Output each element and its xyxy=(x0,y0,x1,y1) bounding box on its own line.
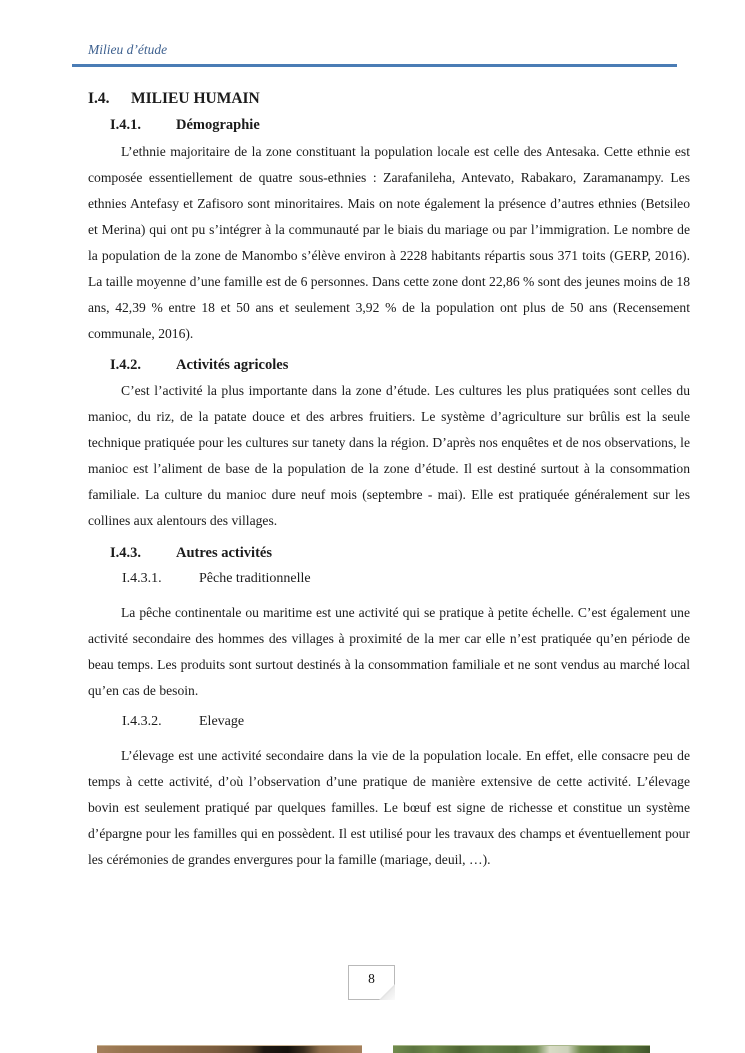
next-page-photo-strip-right xyxy=(393,1045,650,1053)
header-rule-divider xyxy=(72,64,677,67)
heading-autres-activites xyxy=(110,544,690,562)
paragraph-peche-traditionnelle: La pêche continentale ou maritime est une activité qui se pratique à petite échelle. C’est également une activité secondaire des hommes des villages à proximité de la mer car elle n’est pratiquée qu’en période de beau temps. Les produits sont surtout destinés à la consommation familiale et ne sont vendus au marché local qu’en cas de besoin. xyxy=(88,605,690,699)
heading-milieu-humain xyxy=(88,89,690,108)
heading-elevage xyxy=(122,713,690,731)
heading-number: I.4.3.2. xyxy=(122,714,162,730)
running-header-title: Milieu d’étude xyxy=(88,42,168,57)
document-body xyxy=(88,86,690,873)
heading-number: I.4.3.1. xyxy=(122,570,162,586)
heading-title: Démographie xyxy=(176,117,260,134)
heading-title: Pêche traditionnelle xyxy=(199,570,311,586)
page-number: 8 xyxy=(368,971,375,986)
heading-title: Autres activités xyxy=(176,544,272,561)
next-page-photo-strip-left xyxy=(97,1045,362,1053)
heading-number: I.4. xyxy=(88,90,110,107)
heading-peche-traditionnelle xyxy=(122,570,690,588)
heading-number: I.4.1. xyxy=(110,117,142,134)
heading-demographie xyxy=(110,116,690,134)
page-number-box xyxy=(348,965,395,1000)
heading-title: Activités agricoles xyxy=(176,356,289,373)
heading-title: MILIEU HUMAIN xyxy=(131,90,260,107)
heading-title: Elevage xyxy=(199,714,245,730)
paragraph-activites-agricoles: C’est l’activité la plus importante dans la zone d’étude. Les cultures les plus pratiquées sont celles du manioc, du riz, de la patate douce et des arbres fruitiers. Le système d’agriculture sur brûlis est la seule technique pratiquée pour les cultures sur tanety dans la région. D’après nos enquêtes et de nos observations, le manioc est l’aliment de base de la population de la zone d’étude. Il est destiné surtout à la consommation familiale. La culture du manioc dure neuf mois (septembre - mai). Elle est pratiquée généralement sur les collines aux alentours des villages. xyxy=(88,382,690,528)
heading-number: I.4.2. xyxy=(110,356,142,373)
heading-number: I.4.3. xyxy=(110,544,142,561)
paragraph-demographie: L’ethnie majoritaire de la zone constituant la population locale est celle des Antesaka. Cette ethnie est composée essentiellement de quatre sous-ethnies : Zarafanileha, Antevato, Rabakaro, Zaramanampy. Les ethnies Antefasy et Zafisoro sont minoritaires. Mais on note également la présence d’autres ethnies (Betsileo et Merina) qui ont pu s’intégrer à la communauté par le biais du mariage ou par l’immigration. Le nombre de la population de la zone de Manombo s’élève environ à 2228 habitants répartis sous 371 toits (GERP, 2016). La taille moyenne d’une famille est de 6 personnes. Dans cette zone dont 22,86 % sont des jeunes moins de 18 ans, 42,39 % entre 18 et 50 ans et seulement 3,92 % de la population ont plus de 50 ans (Recensement communale, 2016). xyxy=(88,143,690,341)
heading-activites-agricoles xyxy=(110,356,690,374)
paragraph-elevage: L’élevage est une activité secondaire dans la vie de la population locale. En effet, elle consacre peu de temps à cette activité, d’où l’observation d’une pratique de manière extensive de cette activité. L’élevage bovin est seulement pratiqué par quelques familles. Le bœuf est signe de richesse et constitue un système d’épargne pour les familles qui en possèdent. Il est utilisé pour les travaux des champs et éventuellement pour les cérémonies de grandes envergures pour la famille (mariage, deuil, …). xyxy=(88,747,690,867)
